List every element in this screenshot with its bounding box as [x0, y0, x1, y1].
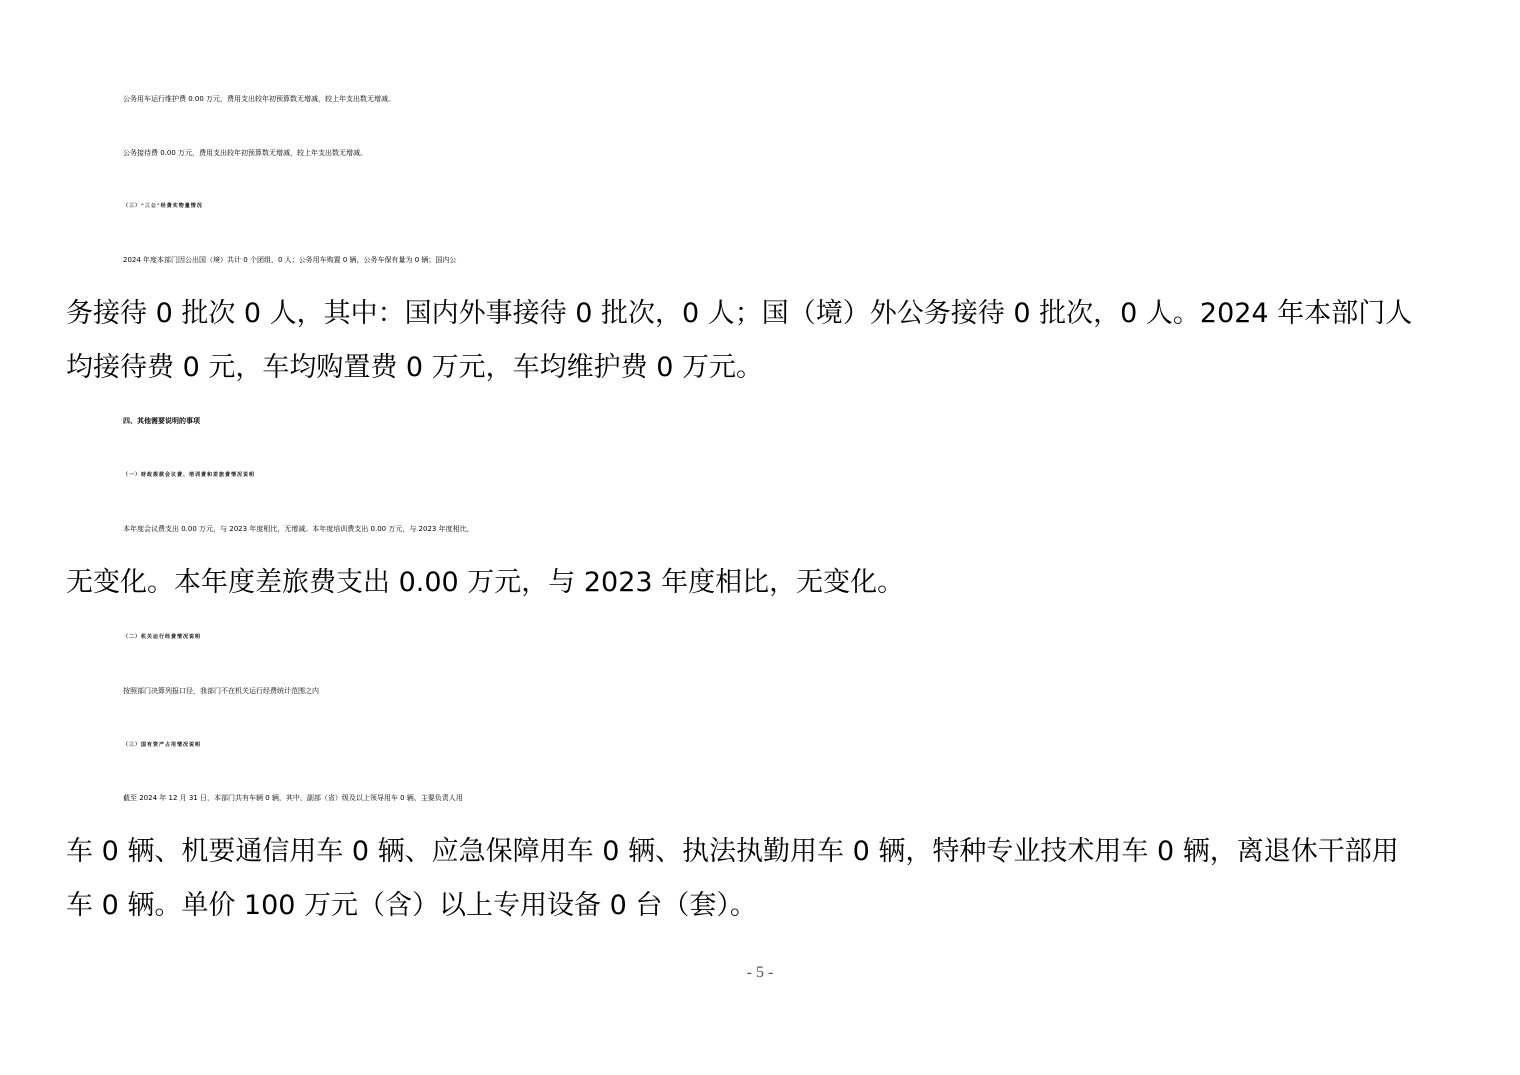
page-number: - 5 - — [746, 964, 774, 981]
subsection-heading-state-assets: （三）国有资产占用情况说明 — [123, 742, 202, 748]
paragraph-state-assets-line-1: 截至 2024 年 12 月 31 日，本部门共有车辆 0 辆，其中，副部（省）级及以上领导用车 0 辆、主要负责人用 — [123, 794, 463, 802]
paragraph-state-assets-line-3: 车 0 辆。单价 100 万元（含）以上专用设备 0 台（套）。 — [66, 890, 757, 921]
paragraph-meeting-training-line-1: 本年度会议费支出 0.00 万元，与 2023 年度相比，无增减。本年度培训费支出 0.00 万元，与 2023 年度相比， — [123, 525, 474, 533]
subsection-heading-meeting-training-travel: （一）财政拨款会议费、培训费和差旅费情况说明 — [123, 472, 256, 478]
subsection-heading-operating-funds: （二）机关运行经费情况说明 — [123, 634, 202, 640]
paragraph-physical-quantity-line-1: 2024 年度本部门因公出国（境）共计 0 个团组，0 人；公务用车购置 0 辆，公务车保有量为 0 辆；国内公 — [123, 256, 457, 264]
paragraph-physical-quantity-line-2: 务接待 0 批次 0 人，其中：国内外事接待 0 批次，0 人；国（境）外公务接待 0 批次，0 人。2024 年本部门人 — [66, 298, 1413, 329]
paragraph-operating-funds: 按照部门决算列报口径，我部门不在机关运行经费统计范围之内 — [123, 687, 319, 695]
paragraph-physical-quantity-line-3: 均接待费 0 元，车均购置费 0 万元，车均维护费 0 万元。 — [66, 352, 764, 383]
paragraph-meeting-training-line-2: 无变化。本年度差旅费支出 0.00 万元，与 2023 年度相比，无变化。 — [66, 567, 905, 598]
paragraph-vehicle-maintenance: 公务用车运行维护费 0.00 万元，费用支出较年初预算数无增减，较上年支出数无增减。 — [123, 95, 396, 103]
paragraph-reception-fee: 公务接待费 0.00 万元，费用支出较年初预算数无增减，较上年支出数无增减。 — [123, 149, 368, 157]
section-heading-physical-quantity: （三）“三公”经费实物量情况 — [123, 203, 203, 209]
section-heading-other-matters: 四、其他需要说明的事项 — [123, 417, 200, 425]
paragraph-state-assets-line-2: 车 0 辆、机要通信用车 0 辆、应急保障用车 0 辆、执法执勤用车 0 辆，特种专业技术用车 0 辆，离退休干部用 — [66, 836, 1399, 867]
